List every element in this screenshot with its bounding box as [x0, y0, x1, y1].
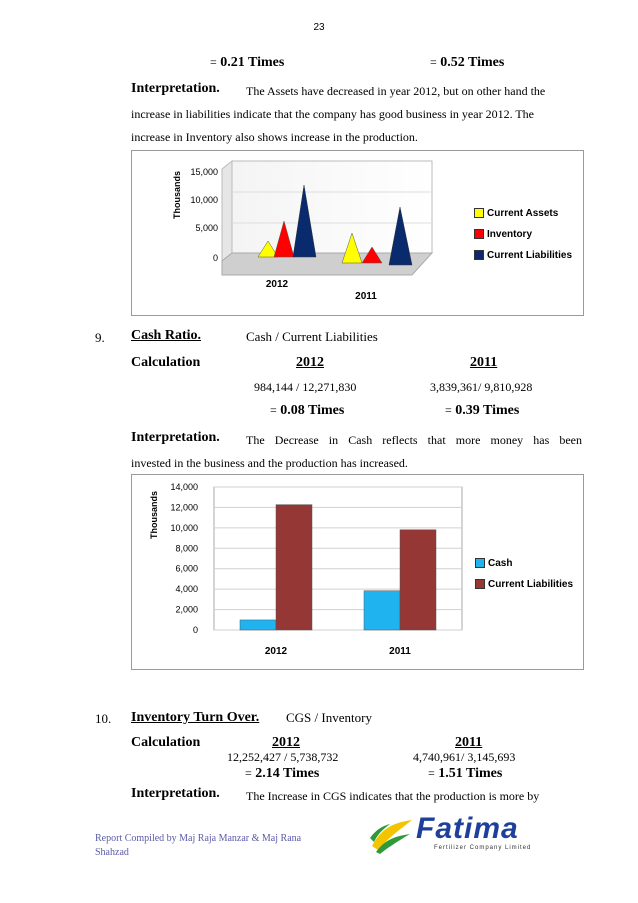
- result-2012: = 0.21 Times: [210, 55, 285, 70]
- chart2-ytick: 0: [192, 625, 198, 635]
- legend-swatch: [475, 579, 485, 589]
- chart2-bar-2012-current-liabilities: [276, 505, 312, 630]
- chart2-ytick: 2,000: [175, 604, 198, 615]
- section10-result-2012: = 2.14 Times: [245, 766, 320, 781]
- footer-line1: Report Compiled by Maj Raja Manzar & Maj Rana: [95, 833, 302, 844]
- page-number: 23: [313, 22, 325, 33]
- wheat-icon: [368, 816, 416, 856]
- chart2-legend: [475, 558, 573, 590]
- section9-result-2011: = 0.39 Times: [445, 403, 520, 418]
- section10-title: Inventory Turn Over.: [131, 710, 260, 725]
- chart2-ytick: 12,000: [170, 502, 198, 513]
- fatima-logo: [368, 812, 583, 862]
- section10-calc-2012: 12,252,427 / 5,738,732: [227, 750, 339, 764]
- chart1-category: 2012: [265, 279, 289, 290]
- section9-number: 9.: [95, 330, 105, 345]
- section9-year-2011: 2011: [470, 355, 498, 370]
- result-2011: = 0.52 Times: [430, 55, 505, 70]
- chart1-legend-item: Inventory: [474, 229, 572, 240]
- section9-year-2012: 2012: [296, 355, 324, 370]
- chart2-category: 2012: [264, 646, 288, 657]
- chart1-ytick: 0: [212, 253, 218, 263]
- section10-interp-line1: The Increase in CGS indicates that the production is more by: [246, 789, 540, 803]
- chart2-bar-2011-current-liabilities: [400, 530, 436, 630]
- chart2-ytick: 14,000: [170, 482, 198, 492]
- section9-calc-2012: 984,144 / 12,271,830: [254, 380, 357, 394]
- chart1-legend-item: Current Liabilities: [474, 250, 572, 261]
- section9-calc-label: Calculation: [131, 355, 201, 370]
- chart2-ytick: 6,000: [175, 563, 198, 574]
- interp1-line3: increase in Inventory also shows increase in the production.: [131, 130, 418, 144]
- chart1-legend-item: Current Assets: [474, 208, 572, 219]
- chart2-category: 2011: [389, 646, 411, 657]
- chart2-ytick: 4,000: [175, 584, 198, 595]
- chart1-legend: [474, 208, 572, 261]
- chart1-ytick: 15,000: [190, 167, 218, 177]
- legend-swatch: [474, 250, 484, 260]
- chart2-bar-2012-cash: [240, 620, 276, 630]
- logo-subtitle: Fertilizer Company Limited: [434, 845, 532, 851]
- section10-year-2012: 2012: [272, 735, 300, 750]
- section10-year-2011: 2011: [455, 735, 483, 750]
- chart2-cash-vs-liabilities: [131, 474, 584, 670]
- chart2-bar-2011-cash: [364, 591, 400, 630]
- chart2-legend-item: Cash: [475, 558, 573, 569]
- chart1-assets-inventory-liabilities: [131, 150, 584, 316]
- chart1-ytick: 5,000: [195, 223, 218, 233]
- section9-interp-label: Interpretation.: [131, 430, 220, 445]
- logo-wordmark: Fatima: [416, 812, 519, 845]
- legend-swatch: [475, 558, 485, 568]
- section10-interp-label: Interpretation.: [131, 786, 220, 801]
- section10-number: 10.: [95, 711, 112, 726]
- footer-credit: [95, 832, 335, 860]
- chart1-ytick: 10,000: [190, 195, 218, 205]
- chart2-ytick: 8,000: [175, 543, 198, 554]
- interp1-label: Interpretation.: [131, 81, 220, 96]
- chart2-ylabel: Thousands: [149, 490, 159, 540]
- section9-result-2012: = 0.08 Times: [270, 403, 345, 418]
- section9-title: Cash Ratio.: [131, 328, 202, 343]
- chart1-ylabel: Thousands: [172, 170, 182, 220]
- section10-result-2011: = 1.51 Times: [428, 766, 503, 781]
- legend-swatch: [474, 229, 484, 239]
- chart1-category: 2011: [355, 291, 377, 302]
- legend-swatch: [474, 208, 484, 218]
- section9-interp-line1: The Decrease in Cash reflects that more money has been: [246, 433, 582, 447]
- chart1-side-wall: [222, 161, 232, 261]
- chart2-ytick: 10,000: [170, 522, 198, 533]
- section10-formula: CGS / Inventory: [286, 710, 372, 725]
- interp1-line2: increase in liabilities indicate that the company has good business in year 2012. The: [131, 107, 535, 121]
- section9-interp-line2: invested in the business and the production has increased.: [131, 456, 408, 470]
- section9-formula: Cash / Current Liabilities: [246, 329, 378, 344]
- chart2-legend-item: Current Liabilities: [475, 579, 573, 590]
- section9-calc-2011: 3,839,361/ 9,810,928: [430, 380, 533, 394]
- section10-calc-label: Calculation: [131, 735, 201, 750]
- section10-calc-2011: 4,740,961/ 3,145,693: [413, 750, 516, 764]
- interp1-line1: The Assets have decreased in year 2012, but on other hand the: [246, 84, 546, 98]
- footer-line2: Shahzad: [95, 847, 129, 858]
